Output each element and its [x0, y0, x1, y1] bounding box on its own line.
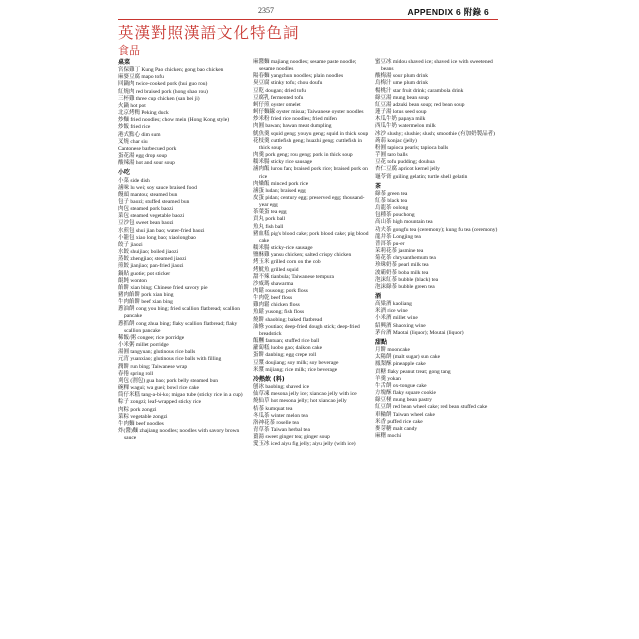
glossary-entry: 鳳梨酥 pineapple cake: [375, 361, 426, 368]
glossary-entry: 紹興酒 Shaoxing wine: [375, 322, 426, 329]
glossary-entry: 餃子 jiaozi: [118, 241, 143, 248]
glossary-entry: 刨冰 baobing; shaved ice: [253, 384, 310, 391]
glossary-entry: 滷肉飯 lurou fan; braised pork rice; braised pork on rice: [253, 166, 368, 180]
glossary-entry: 花枝羹 cuttlefish geng; huazhi geng; cuttlefish in thick soup: [253, 137, 363, 151]
glossary-entry: 波霸奶茶 boba milk tea: [375, 269, 429, 276]
glossary-entry: 杏仁豆腐 apricot kernel jelly: [375, 166, 440, 173]
glossary-entry: Cantonese barbecued pork: [118, 145, 177, 152]
glossary-entry: 洛神花茶 roselle tea: [253, 419, 299, 426]
glossary-entry: 火鍋 hot pot: [118, 102, 146, 109]
glossary-entry: 肉粽 pork zongzi: [118, 406, 157, 413]
glossary-entry: 刈包 (割包) gua bao; pork belly steamed bun: [118, 377, 219, 384]
glossary-entry: 豆腐乳 fermented tofu: [253, 94, 304, 101]
glossary-entry: 蚵仔煎 oyster omelet: [253, 101, 301, 108]
section-heading: 桌菜: [118, 59, 131, 66]
glossary-entry: 潤餅 run bing; Taiwanese wrap: [118, 363, 188, 370]
glossary-entry: 春捲 spring roll: [118, 370, 154, 377]
glossary-entry: 豆乾 dougan; dried tofu: [253, 87, 307, 94]
glossary-entry: 蜜豆冰 midou shaved ice; shaved ice with sweetened beans: [375, 59, 493, 73]
glossary-entry: 米酒 rice wine: [375, 308, 408, 315]
glossary-entry: 元宵 yuanxiao; glutinous rice balls with filling: [118, 356, 222, 363]
glossary-entry: 鹽酥雞 yansu chicken; salted crispy chicken: [253, 252, 352, 259]
header-rule: [118, 19, 498, 20]
glossary-entry: 三杯雞 three cup chicken (san bei ji): [118, 95, 200, 102]
glossary-entry: 薑湯 sweet ginger tea; ginger soup: [253, 434, 330, 441]
glossary-entry: 稀飯/粥 congee; rice porridge: [118, 334, 185, 341]
glossary-entry: 豆漿 doujiang; soy milk; soy beverage: [253, 359, 339, 366]
glossary-entry: 烏梅汁 ume plum drink: [375, 80, 429, 87]
glossary-entry: 粽子 zongzi; leaf-wrapped sticky rice: [118, 399, 202, 406]
glossary-entry: 綠豆椪 mung bean pastry: [375, 397, 432, 404]
glossary-entry: 燒餅 shaobing; baked flatbread: [253, 316, 323, 323]
page-title: 英漢對照漢語文化特色詞: [118, 24, 300, 42]
glossary-entry: 蓮子湯 lotus seed soup: [375, 109, 427, 116]
glossary-entry: 蘿蔔糕 luobo gao; daikon cake: [253, 345, 323, 352]
glossary-entry: 青草茶 Taiwan herbal tea: [253, 426, 310, 433]
glossary-entry: 碗粿 wagui; wa guei; bowl rice cake: [118, 385, 199, 392]
glossary-entry: 豬肉餡餅 pork xian bing: [118, 292, 174, 298]
glossary-entry: 港式點心 dim sum: [118, 131, 161, 138]
glossary-entry: 烤魷魚 grilled squid: [253, 266, 299, 273]
glossary-entry: 皮蛋 pidan; century egg; preserved egg; thousand-year egg: [253, 194, 365, 209]
glossary-entry: 功夫茶 gongfu tea (ceremony); kung fu tea (ceremony): [375, 226, 498, 233]
glossary-entry: 雞肉鬆 chicken floss: [253, 302, 300, 309]
glossary-entry: 月餅 mooncake: [375, 347, 410, 354]
glossary-entry: 小菜 side dish: [118, 177, 150, 184]
glossary-entry: 魚丸 fish ball: [253, 223, 284, 230]
glossary-entry: 湯圓 tangyuan; glutinous rice balls: [118, 349, 196, 356]
glossary-entry: 高山茶 high mountain tea: [375, 219, 433, 226]
glossary-entry: 米漿 mijiang; rice milk; rice beverage: [253, 366, 338, 373]
glossary-entry: 肉圓 bawan; bawan meat dumpling: [253, 123, 332, 130]
section-heading: 甜點: [375, 338, 388, 346]
glossary-entry: 西瓜牛奶 watermelon milk: [375, 123, 436, 130]
glossary-entry: 愛玉冰 iced aiyu fig jelly; aiyu jelly (with ice): [253, 441, 356, 448]
glossary-entry: 回鍋肉 twice-cooked pork (hui guo rou): [118, 81, 208, 88]
glossary-entry: 羊羹 yokan: [375, 375, 401, 382]
glossary-entry: 餛飩 wonton: [118, 277, 147, 284]
glossary-entry: 泡沫紅茶 bubble (black) tea: [375, 276, 439, 283]
glossary-entry: 陽春麵 yangchun noodles; plain noodles: [253, 73, 344, 80]
glossary-entry: 酸辣湯 hot and sour soup: [118, 160, 175, 167]
glossary-entry: 車輪餅 Taiwan wheel cake: [375, 411, 435, 418]
section-heading: 茶: [375, 182, 382, 190]
glossary-entry: 綠豆湯 mung bean soup: [375, 94, 429, 101]
glossary-entry: 包子 baozi; stuffed steamed bun: [118, 198, 190, 205]
section-heading: 小吃: [118, 169, 131, 177]
glossary-entry: 普洱茶 pu-er: [375, 240, 405, 247]
glossary-entry: 貢糖 flaky peanut treat; gong tang: [375, 368, 451, 375]
glossary-entry: 筒仔米糕 tang-a-bi-ko; migao tube (sticky rice in a cup): [118, 392, 243, 399]
glossary-entry: 滷蛋 ludan; braised egg: [253, 187, 306, 194]
glossary-entry: 牛肉麵 beef noodles: [118, 420, 164, 427]
glossary-entry: 饅頭 mantou; steamed bun: [118, 191, 178, 198]
glossary-entry: 魚鬆 yusong; fish floss: [253, 309, 305, 316]
glossary-entry: 麻糬 mochi: [375, 432, 402, 439]
glossary-entry: 小米粥 millet porridge: [118, 342, 169, 349]
glossary-entry: 龜苓膏 guiling gelatin; turtle shell gelatin: [375, 173, 468, 180]
glossary-entry: 豬血糕 pig's blood cake; pork blood cake; pig blood cake: [253, 230, 369, 244]
glossary-entry: 煎餃 jianjiao; pan-fried jiaozi: [118, 263, 184, 270]
glossary-entry: 糯米腸 sticky-rice sausage: [253, 245, 313, 252]
section-title: 食品: [118, 44, 140, 57]
glossary-entry: 茅台酒 Maotai (liquor); Moutai (liquor): [375, 329, 464, 336]
glossary-entry: 水煎包 shui jian bao; water-fried baozi: [118, 227, 205, 234]
glossary-entry: 臭豆腐 stinky tofu; chou doufu: [253, 80, 323, 87]
glossary-entry: 芋圓 taro balls: [375, 152, 408, 159]
glossary-entry: 冰沙 slushy; slushie; slush; smoothie (有加奶製品者): [375, 130, 495, 137]
glossary-entry: 麥芽糖 malt candy: [375, 425, 418, 432]
glossary-entry: 菜包 steamed vegetable baozi: [118, 213, 185, 220]
glossary-entry: 糯米腸 sticky rice sausage: [253, 159, 313, 166]
column-1: [118, 59, 243, 442]
glossary-entry: 蛋花湯 egg drop soup: [118, 153, 168, 160]
section-heading: 酒: [375, 293, 382, 300]
glossary-entry: 叉燒 char siu: [118, 138, 148, 145]
glossary-entry: 牛肉乾 beef floss: [253, 295, 293, 302]
glossary-entry: 包種茶 pouchong: [375, 212, 415, 219]
glossary-entry: 小米酒 millet wine: [375, 315, 418, 322]
glossary-entry: 燒仙草 hot mesona jelly; hot xiancao jelly: [253, 398, 347, 405]
glossary-entry: 茉莉花茶 jasmine tea: [375, 248, 424, 255]
glossary-entry: 紅茶 black tea: [375, 197, 408, 204]
glossary-entry: 滷味 lu wei; soy sauce braised food: [118, 184, 197, 191]
glossary-entry: 肉燥飯 minced pork rice: [253, 180, 309, 187]
glossary-entry: 肉包 steamed pork baozi: [118, 206, 174, 213]
glossary-entry: 蔥油餅 cong you bing; fried scallion flatbread; scallion pancake: [118, 306, 241, 320]
glossary-entry: 菜粽 vegetable zongzi: [118, 413, 168, 420]
glossary-entry: 珍珠奶茶 pearl milk tea: [375, 262, 429, 269]
glossary-entry: 貢丸 pork ball: [253, 216, 286, 223]
glossary-entry: 麻婆豆腐 mapo tofu: [118, 74, 164, 81]
glossary-entry: 菊花茶 chrysanthemum tea: [375, 255, 436, 262]
glossary-entry: 麻醬麵 majiang noodles; sesame paste noodle; sesame noodles: [253, 59, 357, 73]
glossary-entry: 餡餅 xian bing; Chinese fried savory pie: [118, 284, 208, 291]
glossary-entry: 炒麵 fried noodles; chow mein (Hong Kong style): [118, 117, 230, 124]
page-number: 2357: [258, 6, 274, 15]
glossary-entry: 米香 puffed rice cake: [375, 418, 423, 425]
column-3: [375, 59, 503, 440]
glossary-entry: 粉圓 tapioca pearls; tapioca balls: [375, 144, 449, 151]
glossary-entry: 蛋餅 danbing; egg crepe roll: [253, 352, 317, 359]
glossary-entry: 紅豆湯 adzuki bean soup; red bean soup: [375, 101, 465, 108]
glossary-entry: 炒飯 fried rice: [118, 124, 151, 131]
glossary-entry: 蒟蒻 konjac (jelly): [375, 137, 417, 144]
glossary-entry: 小籠包 xiao long bao; xiaolongbao: [118, 234, 196, 241]
glossary-entry: 龍井茶 Longjing tea: [375, 233, 421, 240]
glossary-entry: 楊桃汁 star fruit drink; carambola drink: [375, 87, 464, 94]
glossary-entry: 木瓜牛奶 papaya milk: [375, 116, 426, 123]
glossary-entry: 牛舌餅 ox-tongue cake: [375, 382, 427, 389]
glossary-entry: 紅燒肉 red braised pork (hong shao rou): [118, 88, 208, 95]
glossary-entry: 北京烤鴨 Peking duck: [118, 110, 169, 117]
glossary-entry: 仙草凍 mesona jelly ice; xiancao jelly with ice: [253, 391, 357, 398]
glossary-entry: 茶葉蛋 tea egg: [253, 209, 287, 216]
glossary-entry: 綠茶 green tea: [375, 190, 408, 197]
section-heading: 冷熱飲 (料): [253, 375, 285, 383]
glossary-entry: 泡沫綠茶 bubble green tea: [375, 283, 435, 290]
glossary-entry: 蚵仔麵線 oyster misua; Taiwanese oyster noodles: [253, 109, 364, 116]
glossary-entry: 炒米粉 fried rice noodles; fried mifen: [253, 116, 337, 123]
glossary-entry: 烤玉米 grilled corn on the cob: [253, 259, 321, 266]
glossary-entry: 桔茶 kumquat tea: [253, 405, 293, 412]
glossary-entry: 冬瓜茶 winter melon tea: [253, 412, 308, 419]
column-2: [253, 59, 373, 448]
glossary-entry: 酸梅湯 sour plum drink: [375, 73, 429, 80]
glossary-entry: 烏龍茶 oolong: [375, 205, 409, 212]
glossary-entry: 飯糰 fantuan; stuffed rice ball: [253, 338, 320, 345]
glossary-entry: 魷魚羹 squid geng; youyu geng; squid in thick soup: [253, 130, 369, 137]
appendix-header: APPENDIX 6 附錄 6: [407, 7, 489, 17]
glossary-entry: 油條 youtiao; deep-fried dough stick; deep-fried breadstick: [253, 323, 360, 337]
glossary-entry: 肉鬆 rousong; pork floss: [253, 288, 308, 294]
glossary-entry: 肉羹 pork geng; rou geng; pork in thick soup: [253, 152, 353, 159]
glossary-entry: 太陽餅 (malt sugar) sun cake: [375, 354, 441, 361]
glossary-entry: 紅豆餅 red bean wheel cake; red bean stuffed cake: [375, 404, 488, 411]
glossary-entry: 炸(醬)麵 zhajiang noodles; noodles with savory brown sauce: [118, 427, 240, 442]
glossary-entry: 沙威瑪 shawarma: [253, 280, 294, 287]
glossary-entry: 豆沙包 sweet bean baozi: [118, 220, 174, 227]
glossary-entry: 鍋貼 guotie; pot sticker: [118, 270, 171, 277]
glossary-entry: 高粱酒 kaoliang: [375, 301, 412, 308]
glossary-entry: 水餃 shuijiao; boiled jiaozi: [118, 249, 179, 256]
glossary-entry: 蔥抓餅 cong zhua bing; flaky scallion flatbread; flaky scallion pancake: [118, 320, 238, 334]
glossary-entry: 豆花 tofu pudding; douhua: [375, 159, 435, 166]
glossary-entry: 方塊酥 flaky square cookie: [375, 390, 436, 397]
glossary-entry: 宮保雞丁 Kung Pao chicken; gong bao chicken: [118, 67, 224, 74]
glossary-entry: 蒸餃 zhengjiao; steamed jiaozi: [118, 256, 187, 263]
glossary-entry: 甜不辣 tianbula; Taiwanese tempura: [253, 273, 334, 280]
glossary-entry: 牛肉餡餅 beef xian bing: [118, 299, 173, 306]
